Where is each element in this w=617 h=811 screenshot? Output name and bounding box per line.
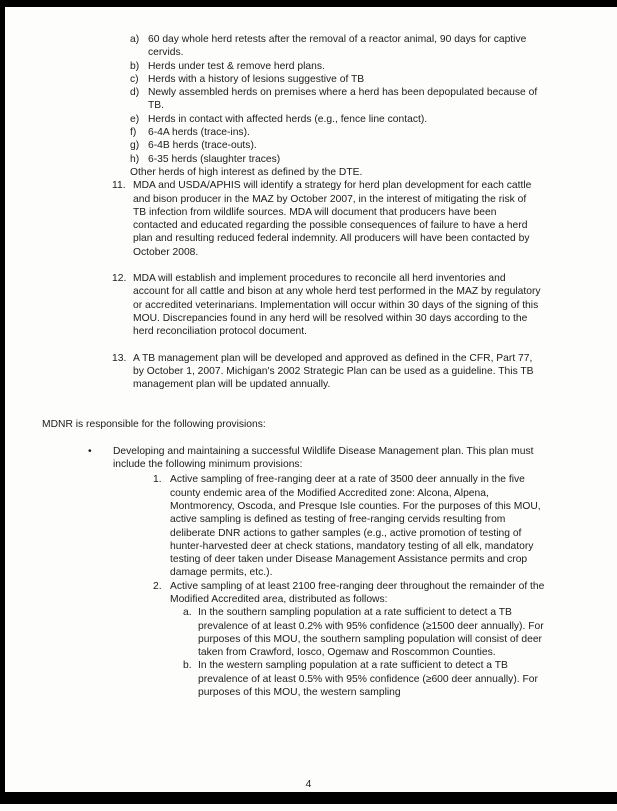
- list-item-text: Herds with a history of lesions suggestive of TB: [148, 73, 365, 85]
- mdnr-bullet-item: [88, 445, 545, 700]
- lettered-item-d: [130, 86, 545, 113]
- list-item-label: 13.: [112, 352, 127, 364]
- list-item-label: a.: [183, 607, 192, 619]
- list-item-label: 12.: [112, 273, 127, 285]
- list-item-label: 11.: [112, 180, 126, 192]
- lettered-item-f: [130, 126, 545, 139]
- mdnr-intro-paragraph: MDNR is responsible for the following provisions:: [42, 419, 266, 431]
- lettered-item-g: [130, 139, 545, 152]
- subitem-b: [183, 659, 545, 699]
- list-item-label: d): [130, 87, 140, 99]
- bullet-icon: •: [88, 445, 92, 457]
- scan-border-bottom: [0, 792, 617, 804]
- mdnr-bullet-body: [113, 445, 545, 700]
- list-item-label: a): [130, 34, 140, 45]
- provision-1: [153, 473, 545, 579]
- list-item-text: In the southern sampling population at a rate sufficient to detect a TB prevalence of at least 0.2% with 95% confidence (≥1500 deer annually). For purposes of this MOU, the southern sampling population will consist of deer taken from Crawford, Iosco, Ogemaw and Roscommon Counties.: [198, 607, 544, 659]
- list-item-label: b): [130, 60, 140, 72]
- numbered-list: [112, 179, 542, 391]
- provision-2: [153, 580, 545, 700]
- list-item-label: 1.: [153, 474, 162, 486]
- list-item-text: MDA and USDA/APHIS will identify a strategy for herd plan development for each cattle and bison producer in the MAZ by October 2007, in the interest of mitigating the risk of TB infection from wildlife sources. MDA will document that producers have been contacted and educated regarding the possible consequences of failure to have a herd plan and resulting reduced federal indemnity. All producers will have been contacted by October 2008.: [133, 180, 532, 258]
- list-item-text: Newly assembled herds on premises where a herd has been depopulated because of TB.: [148, 87, 538, 112]
- lettered-item-e: [130, 113, 545, 126]
- lettered-item-h: [130, 153, 545, 166]
- list-item-text: Herds under test & remove herd plans.: [148, 60, 325, 72]
- list-item-text: 60 day whole herd retests after the removal of a reactor animal, 90 days for captive cervids.: [148, 34, 527, 59]
- lettered-list-footer: Other herds of high interest as defined by the DTE.: [130, 166, 363, 178]
- list-item-text: In the western sampling population at a rate sufficient to detect a TB prevalence of at least 0.5% with 95% confidence (≥600 deer annually). For purposes of this MOU, the western sampling: [198, 660, 538, 699]
- mdnr-bullet-text: Developing and maintaining a successful Wildlife Disease Management plan. This plan must include the following minimum provisions:: [113, 445, 534, 471]
- numbered-item-12: [112, 272, 542, 338]
- list-item-text: MDA will establish and implement procedures to reconcile all herd inventories and account for all cattle and bison at any whole herd test performed in the MAZ by regulatory or accredited veterinarians. Implementation will occur within 30 days of the signing of this MOU. Discrepancies found in any herd will be resolved within 30 days according to the herd reconciliation protocol document.: [133, 273, 541, 338]
- list-item-text: Active sampling of free-ranging deer at a rate of 3500 deer annually in the five county endemic area of the Modified Accredited zone: Alcona, Alpena, Montmorency, Oscoda, and Presque Isle counties. For the purposes of this MOU, active sampling is defined as testing of free-ranging cervids resulting from deliberate DNR actions to gather samples (e.g., active promotion of testing of hunter-harvested deer at check stations, mandatory testing of all elk, mandatory testing of deer taken under Disease Management Assistance permits and crop damage permits, etc.).: [170, 474, 541, 579]
- list-item-text: Herds in contact with affected herds (e.g., fence line contact).: [148, 113, 428, 125]
- page-number: 4: [305, 779, 312, 790]
- list-item-text: 6-35 herds (slaughter traces): [148, 153, 281, 165]
- list-item-label: c): [130, 73, 139, 85]
- sublist: [183, 606, 545, 699]
- numbered-item-11: [112, 179, 542, 259]
- provision-2-body: [170, 580, 545, 700]
- list-item-label: 2.: [153, 580, 162, 592]
- list-item-label: f): [130, 127, 137, 139]
- list-item-text: 6-4B herds (trace-outs).: [148, 140, 257, 152]
- list-item-label: h): [130, 153, 140, 165]
- list-item-text: Active sampling of at least 2100 free-ranging deer throughout the remainder of the Modified Accredited area, distributed as follows:: [170, 580, 545, 605]
- lettered-list: [130, 33, 545, 179]
- numbered-item-13: [112, 352, 542, 392]
- list-item-label: e): [130, 113, 140, 125]
- list-item-text: 6-4A herds (trace-ins).: [148, 127, 250, 139]
- lettered-item-c: [130, 73, 545, 86]
- subitem-a: [183, 606, 545, 659]
- list-item-text: A TB management plan will be developed and approved as defined in the CFR, Part 77, by October 1, 2007. Michigan's 2002 Strategic Plan can be used as a guideline. This TB management plan will be updated annually.: [133, 352, 534, 391]
- provisions-list: [153, 473, 545, 699]
- lettered-item-b: [130, 60, 545, 73]
- list-item-label: g): [130, 140, 140, 152]
- lettered-item-a: [130, 33, 545, 60]
- list-item-label: b.: [183, 660, 192, 672]
